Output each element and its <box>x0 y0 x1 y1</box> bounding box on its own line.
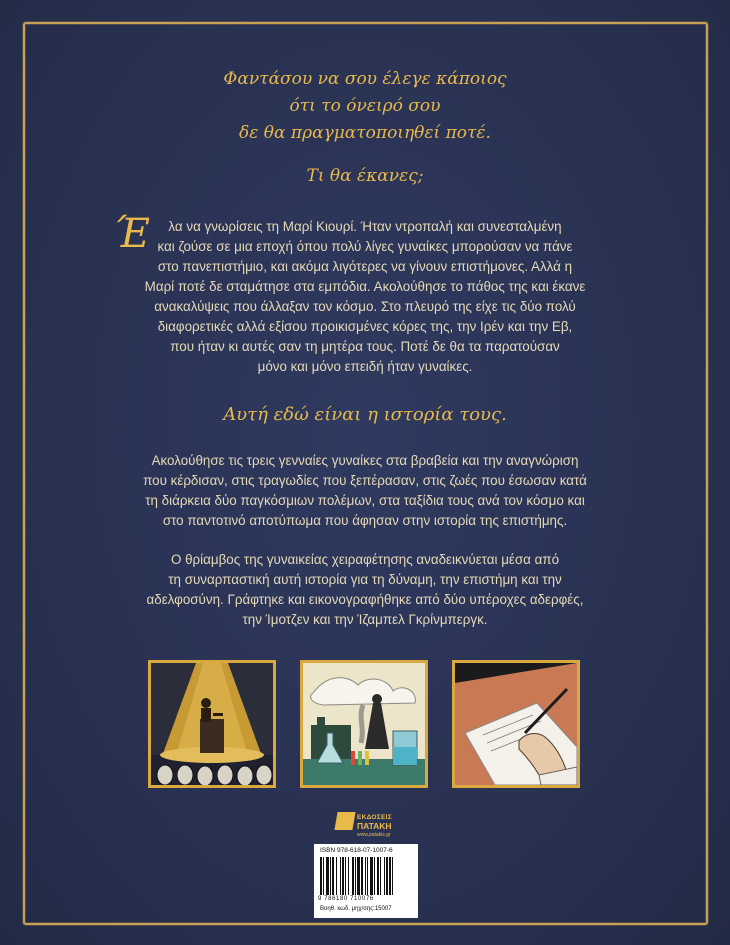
drop-cap: Έ <box>114 211 150 257</box>
barcode-stripe <box>326 857 329 895</box>
paragraph-two <box>0 451 730 531</box>
barcode-stripe <box>355 857 356 895</box>
illustration-laboratory <box>300 660 428 788</box>
publisher-logo <box>330 812 400 848</box>
intro-line-3: δε θα πραγματοποιηθεί ποτέ. <box>239 123 491 143</box>
barcode-stripe <box>392 857 393 895</box>
isbn-number: ISBN 978-618-07-1007-6 <box>320 847 393 854</box>
barcode-stripe <box>342 857 344 895</box>
barcode-stripe <box>361 857 363 895</box>
barcode-stripe <box>345 857 346 895</box>
barcode-stripe <box>370 857 373 895</box>
paragraph-line: που κέρδισαν, στις τραγωδίες που ξεπέρασαν, στις ζωές που έσωσαν κατά <box>143 473 587 488</box>
story-line: διαφορετικές αλλά εξίσου προικισμένες κόρες της, την Ιρέν και την Εβ, <box>157 319 573 334</box>
story-line: και ζούσε σε μια εποχή όπου πολύ λίγες γυναίκες μπορούσαν να πάνε <box>157 239 573 254</box>
intro-line-2: ότι το όνειρό σου <box>289 96 441 116</box>
barcode-stripe <box>389 857 391 895</box>
question-heading: Τι θα έκανες; <box>306 166 424 186</box>
story-line: που ήταν κι αυτές σαν τη μητέρα τους. Ποτέ δε θα τα παρατούσαν <box>170 339 560 354</box>
paragraph-line: τη διάρκεια δύο παγκόσμιων πολέμων, στα ταξίδια τους ανά τον κόσμο και <box>145 493 585 508</box>
stage-drawing <box>151 663 273 785</box>
barcode-stripe <box>332 857 334 895</box>
story-line: στο πανεπιστήμιο, και ακόμα λιγότερες να γίνουν επιστήμονες. Αλλά η <box>157 259 573 274</box>
story-line: λα να γνωρίσεις τη Μαρί Κιουρί. Ήταν ντροπαλή και συνεσταλμένη <box>168 219 562 234</box>
barcode-stripe <box>340 857 341 895</box>
subtitle-heading: Αυτή εδώ είναι η ιστορία τους. <box>223 404 507 425</box>
barcode-stripe <box>365 857 366 895</box>
paragraph-line: αδελφοσύνη. Γράφτηκε και εικονογραφήθηκε από δύο υπέροχες αδερφές, <box>146 592 584 607</box>
barcode-stripe <box>384 857 385 895</box>
paragraph-line: Ο θρίαμβος της γυναικείας χειραφέτησης αναδεικνύεται μέσα από <box>170 552 560 567</box>
isbn-barcode <box>314 844 418 918</box>
barcode-stripe <box>386 857 388 895</box>
barcode-stripe <box>320 857 322 895</box>
barcode-stripe <box>374 857 375 895</box>
paragraph-line: την Ίμοτζεν και την Ίζαμπελ Γκρίνμπεργκ. <box>242 612 488 627</box>
barcode-stripe <box>380 857 381 895</box>
publisher-mark-icon <box>334 812 355 830</box>
paragraph-line: στο παντοτινό αποτύπωμα που άφησαν στην ιστορία της επιστήμης. <box>162 513 568 528</box>
illustration-stage-speaker <box>148 660 276 788</box>
barcode-stripe <box>323 857 324 895</box>
intro-line-1: Φαντάσου να σου έλεγε κάποιος <box>223 69 507 89</box>
story-paragraph <box>0 217 730 377</box>
barcode-stripe <box>367 857 368 895</box>
paragraph-three <box>0 550 730 630</box>
illustration-writing-hand <box>452 660 580 788</box>
publisher-name: ΠΑΤΑΚΗ <box>357 821 392 831</box>
writing-drawing <box>455 663 577 785</box>
story-line: Μαρί ποτέ δε σταμάτησε στα εμπόδια. Ακολούθησε το πάθος της και έκανε <box>144 279 586 294</box>
barcode-stripe <box>352 857 354 895</box>
barcode-bars <box>320 857 412 895</box>
barcode-stripe <box>377 857 379 895</box>
publisher-website: www.patakis.gr <box>357 832 391 838</box>
barcode-stripe <box>348 857 349 895</box>
paragraph-line: Ακολούθησε τις τρεις γενναίες γυναίκες στα βραβεία και την αναγνώριση <box>151 453 579 468</box>
barcode-digits: 9 786180 710076 <box>318 896 374 902</box>
publisher-line-1: ΕΚΔΟΣΕΙΣ <box>357 814 392 821</box>
story-line: μόνο και μόνο επειδή ήταν γυναίκες. <box>257 359 473 374</box>
lab-drawing <box>303 663 425 785</box>
barcode-stripe <box>336 857 337 895</box>
internal-code: Βοηθ. κωδ. μηχ/σης:15007 <box>320 906 392 912</box>
barcode-stripe <box>330 857 331 895</box>
paragraph-line: τη συναρπαστική αυτή ιστορία για τη δύναμη, την επιστήμη και την <box>168 572 562 587</box>
barcode-stripe <box>357 857 360 895</box>
story-line: ανακαλύψεις που άλλαξαν τον κόσμο. Στο πλευρό της είχε τις δύο πολύ <box>154 299 576 314</box>
